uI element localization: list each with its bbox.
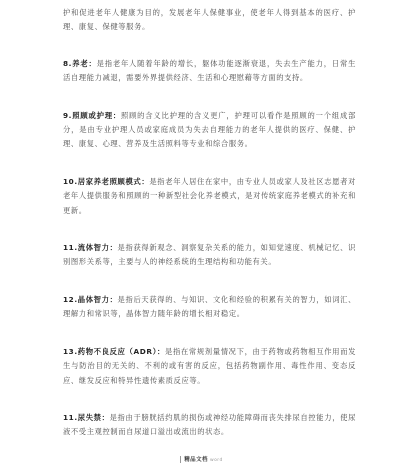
footer-sub: word bbox=[210, 458, 223, 463]
paragraph-term: 13.药物不良反应（ADR）： bbox=[63, 346, 165, 356]
definition-crystallized-intelligence bbox=[63, 293, 356, 322]
paragraph-body: 是指获得新观念、洞察复杂关系的能力，如知觉速度、机械记忆、识别图形关系等，主要与人的神经系统的生理结构和功能有关。 bbox=[63, 243, 357, 267]
paragraph-term: 10.居家养老照顾模式： bbox=[63, 176, 150, 186]
paragraph-body: 照顾的含义比护理的含义更广，护理可以看作是照顾的一个组成部分，是由专业护理人员或家庭成员为失去自理能力的老年人提供的医疗、保健、护理、康复、心理、营养及生活照料等专业和综合服务。 bbox=[63, 110, 356, 149]
paragraph-text bbox=[63, 345, 356, 388]
paragraph-continuation bbox=[63, 6, 356, 35]
paragraph-body: 是指由于膀胱括约肌的损伤或神经功能障碍而丧失排尿自控能力，使尿液不受主观控制而自尿道口溢出或流出的状态。 bbox=[63, 412, 356, 437]
page-footer bbox=[0, 455, 400, 463]
paragraph-body: 是指在常规剂量情况下，由于药物或药物相互作用而发生与防治目的无关的、不利的或有害的反应，包括药物副作用、毒性作用、变态反应、继发反应和特异性遗传素质反应等。 bbox=[63, 346, 356, 385]
paragraph-body: 是指后天获得的、与知识、文化和经验的积累有关的智力，如词汇、理解力和常识等，晶体智力随年龄的增长相对稳定。 bbox=[63, 294, 357, 319]
paragraph-text bbox=[63, 6, 356, 35]
paragraph-text bbox=[63, 411, 356, 440]
paragraph-term: 12.晶体智力： bbox=[63, 294, 118, 304]
definition-fluid-intelligence bbox=[63, 241, 356, 270]
definition-elderly-care bbox=[63, 57, 356, 86]
paragraph-term: 11.流体智力： bbox=[63, 243, 118, 253]
paragraph-text bbox=[63, 57, 356, 86]
definition-urinary-incontinence bbox=[63, 411, 356, 440]
paragraph-text bbox=[63, 241, 356, 270]
paragraph-term: 8.养老： bbox=[63, 58, 97, 68]
definition-care-or-nursing bbox=[63, 109, 356, 152]
paragraph-body: 是指老年人随着年龄的增长，躯体功能逐渐衰退，失去生产能力，日常生活自理能力减退，需要外界提供经济、生活和心理慰藉等方面的支持。 bbox=[63, 58, 356, 83]
paragraph-body: 护和促进老年人健康为目的，发展老年人保健事业，使老年人得到基本的医疗、护理、康复、保健等服务。 bbox=[63, 8, 356, 32]
definition-home-care-model bbox=[63, 175, 356, 218]
paragraph-text bbox=[63, 293, 356, 322]
footer-divider bbox=[180, 456, 181, 463]
definition-adverse-drug-reaction bbox=[63, 345, 356, 388]
paragraph-text bbox=[63, 175, 356, 218]
paragraph-term: 11.尿失禁： bbox=[63, 412, 110, 422]
paragraph-term: 9.照顾或护理： bbox=[63, 110, 121, 120]
paragraph-body: 是指老年人居住在家中，由专业人员或家人及社区志愿者对老年人提供服务和照顾的一种新型社会化养老模式，是对传统家庭养老模式的补充和更新。 bbox=[63, 176, 356, 215]
paragraph-text bbox=[63, 109, 356, 152]
footer-brand: 精品文档 bbox=[184, 457, 208, 463]
